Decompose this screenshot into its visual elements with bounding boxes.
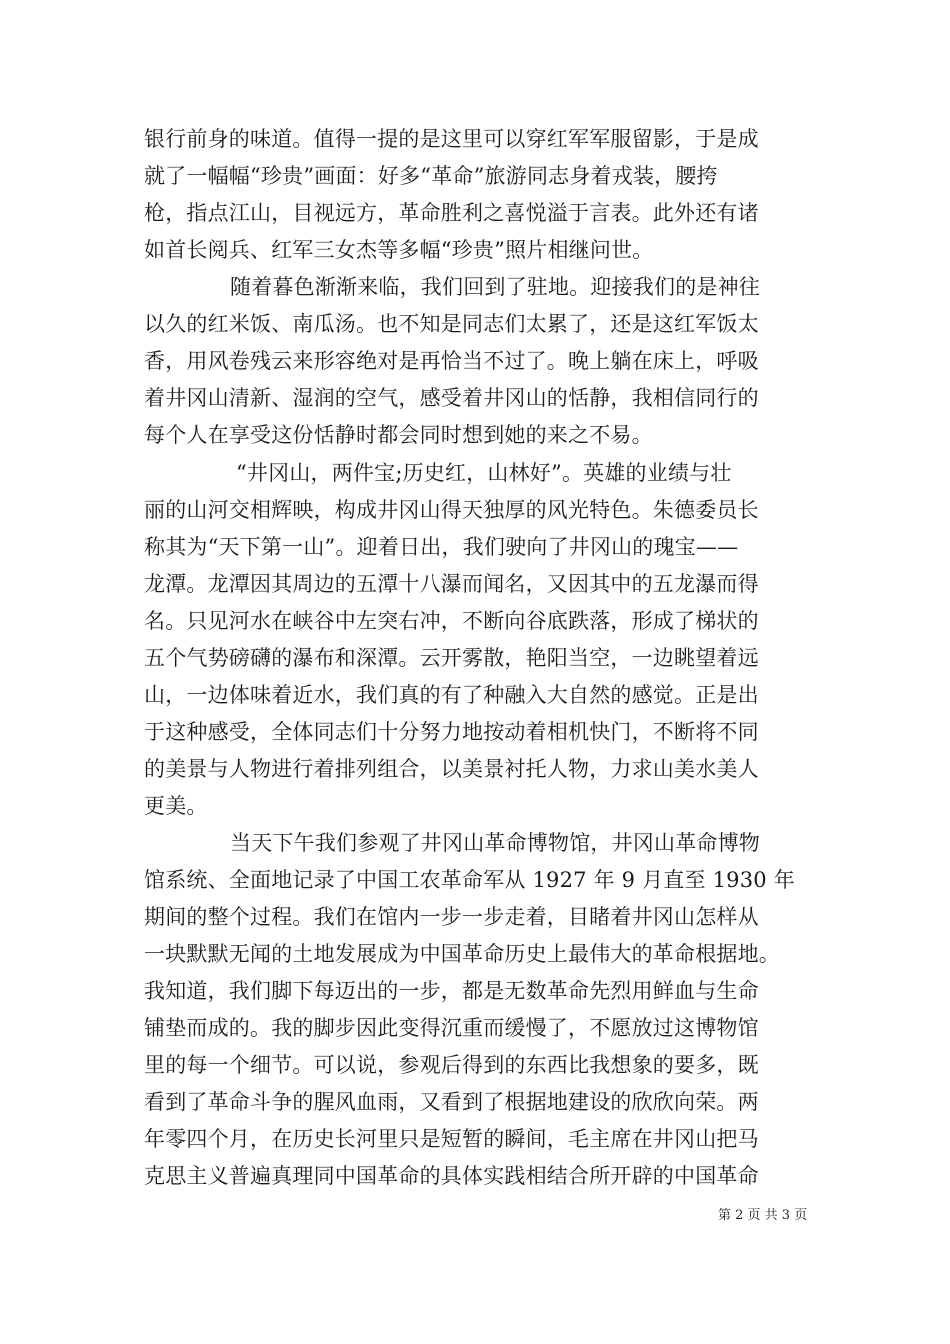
text-line: 香，用风卷残云来形容绝对是再恰当不过了。晚上躺在床上，呼吸: [144, 349, 759, 373]
text-line: 年零四个月，在历史长河里只是短暂的瞬间，毛主席在井冈山把马: [144, 1127, 759, 1151]
text-line: 龙潭。龙潭因其周边的五潭十八瀑而闻名，又因其中的五龙瀑而得: [144, 572, 759, 596]
text-line: 期间的整个过程。我们在馆内一步一步走着，目睹着井冈山怎样从: [144, 905, 759, 929]
text-line: 丽的山河交相辉映，构成井冈山得天独厚的风光特色。朱德委员长: [144, 498, 759, 522]
text-line: 山，一边体味着近水，我们真的有了种融入大自然的感觉。正是出: [144, 683, 759, 707]
text-line: 五个气势磅礴的瀑布和深潭。云开雾散，艳阳当空，一边眺望着远: [144, 646, 759, 670]
text-line: 铺垫而成的。我的脚步因此变得沉重而缓慢了，不愿放过这博物馆: [144, 1016, 759, 1040]
paragraph-first-line: “井冈山，两件宝;历史红，山林好”。英雄的业绩与壮: [236, 461, 732, 485]
text-line: 名。只见河水在峡谷中左突右冲，不断向谷底跌落，形成了梯状的: [144, 609, 759, 633]
text-line: 一块默默无闻的土地发展成为中国革命历史上最伟大的革命根据地。: [144, 942, 780, 966]
text-line: 里的每一个细节。可以说，参观后得到的东西比我想象的要多，既: [144, 1053, 759, 1077]
text-line: 以久的红米饭、南瓜汤。也不知是同志们太累了，还是这红军饭太: [144, 312, 759, 336]
text-line: 看到了革命斗争的腥风血雨，又看到了根据地建设的欣欣向荣。两: [144, 1090, 759, 1114]
text-line: 称其为“天下第一山”。迎着日出，我们驶向了井冈山的瑰宝——: [144, 535, 739, 559]
text-line: 更美。: [144, 794, 208, 818]
page-number-footer: 第 2 页 共 3 页: [718, 1208, 808, 1223]
text-line: 的美景与人物进行着排列组合，以美景衬托人物，力求山美水美人: [144, 757, 759, 781]
text-line: 就了一幅幅“珍贵”画面：好多“革命”旅游同志身着戎装，腰挎: [144, 164, 718, 188]
text-line: 银行前身的味道。值得一提的是这里可以穿红军军服留影，于是成: [144, 127, 759, 151]
text-line: 馆系统、全面地记录了中国工农革命军从 1927 年 9 月直至 1930 年: [144, 868, 795, 892]
text-line: 如首长阅兵、红军三女杰等多幅“珍贵”照片相继问世。: [144, 238, 654, 262]
text-line: 着井冈山清新、湿润的空气，感受着井冈山的恬静，我相信同行的: [144, 386, 759, 410]
text-line: 枪，指点江山，目视远方，革命胜利之喜悦溢于言表。此外还有诸: [144, 201, 759, 225]
text-line: 每个人在享受这份恬静时都会同时想到她的来之不易。: [144, 423, 653, 447]
paragraph-first-line: 当天下午我们参观了井冈山革命博物馆，井冈山革命博物: [230, 831, 760, 855]
text-line: 于这种感受，全体同志们十分努力地按动着相机快门，不断将不同: [144, 720, 759, 744]
text-line: 克思主义普遍真理同中国革命的具体实践相结合所开辟的中国革命: [144, 1164, 759, 1188]
paragraph-first-line: 随着暮色渐渐来临，我们回到了驻地。迎接我们的是神往: [230, 275, 760, 299]
text-line: 我知道，我们脚下每迈出的一步，都是无数革命先烈用鲜血与生命: [144, 979, 759, 1003]
